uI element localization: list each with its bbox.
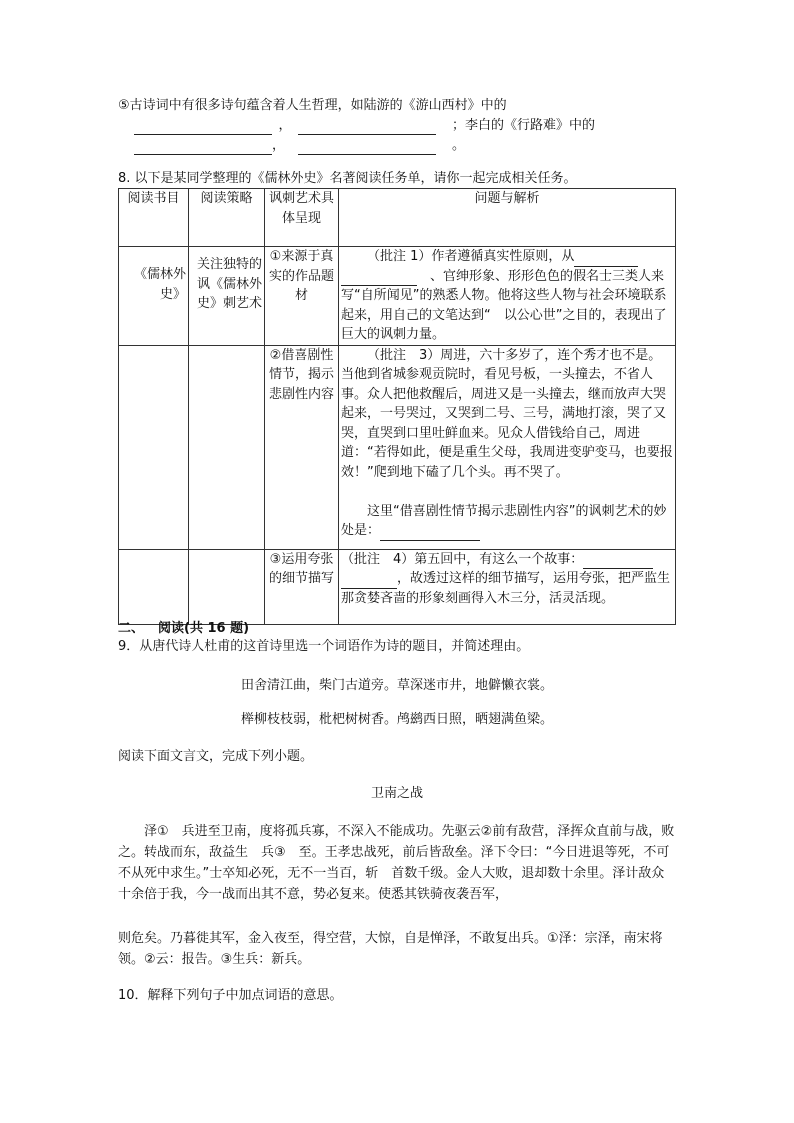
header-art: 讽刺艺术具体呈现	[265, 189, 339, 247]
table-row	[119, 549, 676, 624]
poem-line: 榉柳枝枝弱，枇杷树树香。鸬鹚西日照，晒翅满鱼梁。	[240, 712, 553, 727]
answer-blank[interactable]	[341, 574, 397, 589]
q9-prompt: 9．从唐代诗人杜甫的这首诗里选一个词语作为诗的题目，并简述理由。	[118, 639, 530, 654]
art-cell: ③运用夸张的细节描写	[265, 549, 339, 624]
q7-5-line2: ， ；李白的《行路难》中的	[134, 116, 595, 135]
reading-instruction: 阅读下面文言文，完成下列小题。	[118, 749, 314, 764]
art-cell: ②借喜剧性情节，揭示悲剧性内容	[265, 345, 339, 549]
analysis-cell: （批注 1）作者遵循真实性原则，从 、官绅形象、形形色色的假名士三类人来写“自所闻见”的熟悉人物。他将这些人物与社会环境联系起来，用自己的文笔达到“ 以公心世”之目的，表现出了巨大的讽刺力量。	[339, 247, 676, 346]
q10-prompt: 10．解释下列句子中加点词语的意思。	[118, 988, 343, 1003]
answer-blank[interactable]	[134, 120, 272, 135]
q8-intro: 8. 以下是某同学整理的《儒林外史》名著阅读任务单，请你一起完成相关任务。	[118, 171, 577, 186]
table-row	[119, 345, 676, 549]
answer-blank[interactable]	[298, 140, 436, 155]
header-book: 阅读书目	[119, 189, 189, 247]
header-strategy: 阅读策略	[189, 189, 265, 247]
header-analysis: 问题与解析	[339, 189, 676, 247]
poem-line: 田舍清江曲，柴门古道旁。草深迷市井，地僻懒衣裳。	[240, 678, 553, 693]
q7-5-line3: ， 。	[134, 136, 465, 155]
q7-5-line1: ⑤古诗词中有很多诗句蕴含着人生哲理，如陆游的《游山西村》中的	[118, 98, 507, 113]
art-cell: ①来源于真实的作品题材	[265, 247, 339, 346]
answer-blank[interactable]	[380, 526, 480, 541]
table-header-row	[119, 189, 676, 247]
analysis-cell: （批注 4）第五回中，有这么一个故事：，故透过这样的细节描写，运用夸张，把严监生那贪婪吝啬的形象刻画得入木三分，活灵活现。	[339, 549, 676, 624]
answer-blank[interactable]	[341, 271, 417, 286]
passage-paragraph: 则危矣。乃暮徙其军，金入夜至，得空营，大惊，自是惮泽，不敢复出兵。①泽：宗泽，南宋将领。②云：报告。③生兵：新兵。	[118, 931, 663, 967]
strategy-cell: 关注独特的讽《儒林外史》刺艺术	[189, 247, 265, 346]
passage-title: 卫南之战	[370, 786, 423, 801]
answer-blank[interactable]	[574, 252, 638, 267]
answer-blank[interactable]	[298, 120, 436, 135]
passage-paragraph: 泽① 兵进至卫南，度将孤兵寡，不深入不能成功。先驱云②前有敌营，泽挥众直前与战，败之。转战而东，敌益生 兵③ 至。王孝忠战死，前后皆敌垒。泽下令曰：“今日进退等死，不可不从死中求生。”士卒知必死，无不一当百，斩 首数千级。金人大败，退却数十余里。泽计敌众十余倍于我，今一战而出其不意，势必复来。使悉其铁骑夜袭吾军，	[118, 824, 675, 902]
analysis-cell: （批注 3）周进，六十多岁了，连个秀才也不是。 当他到省城参观贡院时，看见号板，一头撞去，不省人事。众人把他救醒后，周进又是一头撞去，继而放声大哭起来，一号哭过，又哭到二号、三号，满地打滚，哭了又哭，直哭到口里吐鲜血来。见众人借钱给自己，周进道：“若得如此，便是重生父母，我周进变驴变马，也要报效！”爬到地下磕了几个头。再不哭了。 这里“借喜剧性情节揭示悲剧性内容”的讽刺艺术的妙处是：	[339, 345, 676, 549]
answer-blank[interactable]	[134, 140, 272, 155]
reading-task-table	[118, 188, 676, 625]
table-row	[119, 247, 676, 346]
answer-blank[interactable]	[583, 554, 653, 569]
section-heading: 二、 阅读(共 16 题)	[118, 621, 250, 636]
book-cell: 《儒林外史》	[119, 247, 189, 346]
